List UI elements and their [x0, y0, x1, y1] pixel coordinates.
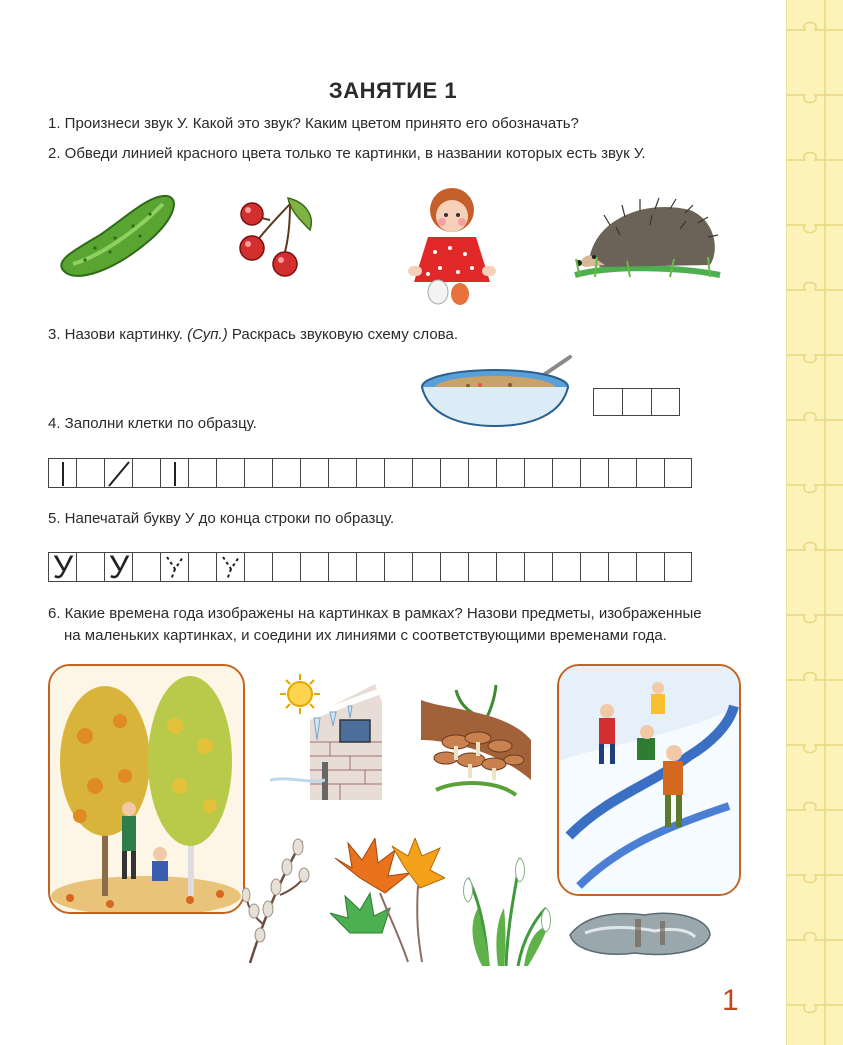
letter-cell[interactable]: [244, 552, 272, 582]
letter-cell[interactable]: [48, 549, 76, 585]
letter-cell[interactable]: [552, 552, 580, 582]
pattern-cell[interactable]: [636, 458, 664, 488]
task-3-text: [48, 325, 458, 345]
pattern-cell[interactable]: [188, 458, 216, 488]
task-6-text-line2: на маленьких картинках, и соедини их линиями с соответствующими временами года.: [64, 627, 667, 644]
letter-grid: [48, 549, 692, 585]
letter-cell[interactable]: [524, 552, 552, 582]
task-1-text: 1. Произнеси звук У. Какой это звук? Каким цветом принято его обозначать?: [48, 115, 579, 132]
autumn-frame[interactable]: [48, 664, 245, 914]
letter-cell[interactable]: [356, 552, 384, 582]
snowdrops-icon[interactable]: [458, 838, 553, 966]
letter-sample: У: [108, 549, 130, 585]
vertical-stroke-icon: [161, 459, 189, 489]
pattern-cell[interactable]: [384, 458, 412, 488]
task-2-text: 2. Обведи линией красного цвета только те картинки, в названии которых есть звук У.: [48, 145, 646, 162]
pattern-cell[interactable]: [496, 458, 524, 488]
pattern-cell[interactable]: [244, 458, 272, 488]
pattern-cell[interactable]: [440, 458, 468, 488]
pattern-cell[interactable]: [328, 458, 356, 488]
page-number: 1: [722, 984, 739, 1017]
pattern-cell[interactable]: [160, 458, 188, 488]
letter-cell[interactable]: [104, 549, 132, 585]
letter-cell[interactable]: [412, 552, 440, 582]
letter-cell[interactable]: [580, 552, 608, 582]
letter-cell[interactable]: [216, 552, 244, 582]
pattern-cell[interactable]: [132, 458, 160, 488]
pattern-cell[interactable]: [76, 458, 104, 488]
pattern-cell[interactable]: [580, 458, 608, 488]
task-3-instruction: Раскрась звуковую схему слова.: [231, 326, 458, 343]
task-3-hint: (Суп.): [187, 326, 228, 343]
lesson-title: ЗАНЯТИЕ 1: [328, 78, 458, 103]
letter-sample: У: [52, 549, 74, 585]
letter-cell[interactable]: [608, 552, 636, 582]
letter-cell[interactable]: [496, 552, 524, 582]
task-5-text: 5. Напечатай букву У до конца строки по образцу.: [48, 510, 395, 527]
sound-box[interactable]: [651, 388, 680, 416]
letter-cell[interactable]: [272, 552, 300, 582]
cherries-icon[interactable]: [230, 190, 325, 285]
soup-bowl-icon[interactable]: [418, 352, 576, 432]
dotted-letter-guide-icon: [217, 553, 245, 583]
pattern-grid: [48, 458, 692, 488]
puzzle-border-strip: [786, 0, 843, 1045]
letter-cell[interactable]: [636, 552, 664, 582]
vertical-stroke-icon: [49, 459, 77, 489]
letter-cell[interactable]: [188, 552, 216, 582]
letter-cell[interactable]: [132, 552, 160, 582]
letter-cell[interactable]: [328, 552, 356, 582]
winter-frame-image: [559, 666, 739, 894]
puzzle-pattern-icon: [787, 0, 843, 1045]
task-3-label: 3. Назови картинку.: [48, 326, 183, 343]
hedgehog-icon[interactable]: [570, 195, 725, 280]
doll-icon[interactable]: [400, 182, 500, 307]
pattern-cell[interactable]: [664, 458, 692, 488]
maple-leaves-icon[interactable]: [330, 838, 445, 963]
pattern-cell[interactable]: [300, 458, 328, 488]
pattern-cell[interactable]: [524, 458, 552, 488]
task-4-text: 4. Заполни клетки по образцу.: [48, 415, 257, 432]
pattern-cell[interactable]: [356, 458, 384, 488]
pattern-cell[interactable]: [272, 458, 300, 488]
letter-cell[interactable]: [468, 552, 496, 582]
letter-cell[interactable]: [300, 552, 328, 582]
sound-scheme-boxes: [593, 388, 680, 416]
letter-cell[interactable]: [440, 552, 468, 582]
mushrooms-icon[interactable]: [416, 680, 534, 805]
pattern-cell[interactable]: [468, 458, 496, 488]
letter-cell[interactable]: [76, 552, 104, 582]
task-6-text-line1: 6. Какие времена года изображены на картинках в рамках? Назови предметы, изображенные: [48, 605, 702, 622]
sound-box[interactable]: [593, 388, 622, 416]
pattern-cell[interactable]: [104, 458, 132, 488]
diagonal-stroke-icon: [105, 459, 133, 489]
pattern-cell[interactable]: [216, 458, 244, 488]
dotted-letter-guide-icon: [161, 553, 189, 583]
spring-house-icon[interactable]: [270, 672, 382, 800]
pattern-cell[interactable]: [48, 458, 76, 488]
winter-frame[interactable]: [557, 664, 741, 896]
letter-cell[interactable]: [664, 552, 692, 582]
pattern-cell[interactable]: [412, 458, 440, 488]
pattern-cell[interactable]: [552, 458, 580, 488]
letter-cell[interactable]: [384, 552, 412, 582]
sound-box[interactable]: [622, 388, 651, 416]
cucumber-icon[interactable]: [55, 190, 180, 285]
puddle-icon[interactable]: [565, 905, 715, 960]
autumn-frame-image: [50, 666, 243, 912]
letter-cell[interactable]: [160, 552, 188, 582]
pattern-cell[interactable]: [608, 458, 636, 488]
willow-branch-icon[interactable]: [242, 835, 312, 965]
